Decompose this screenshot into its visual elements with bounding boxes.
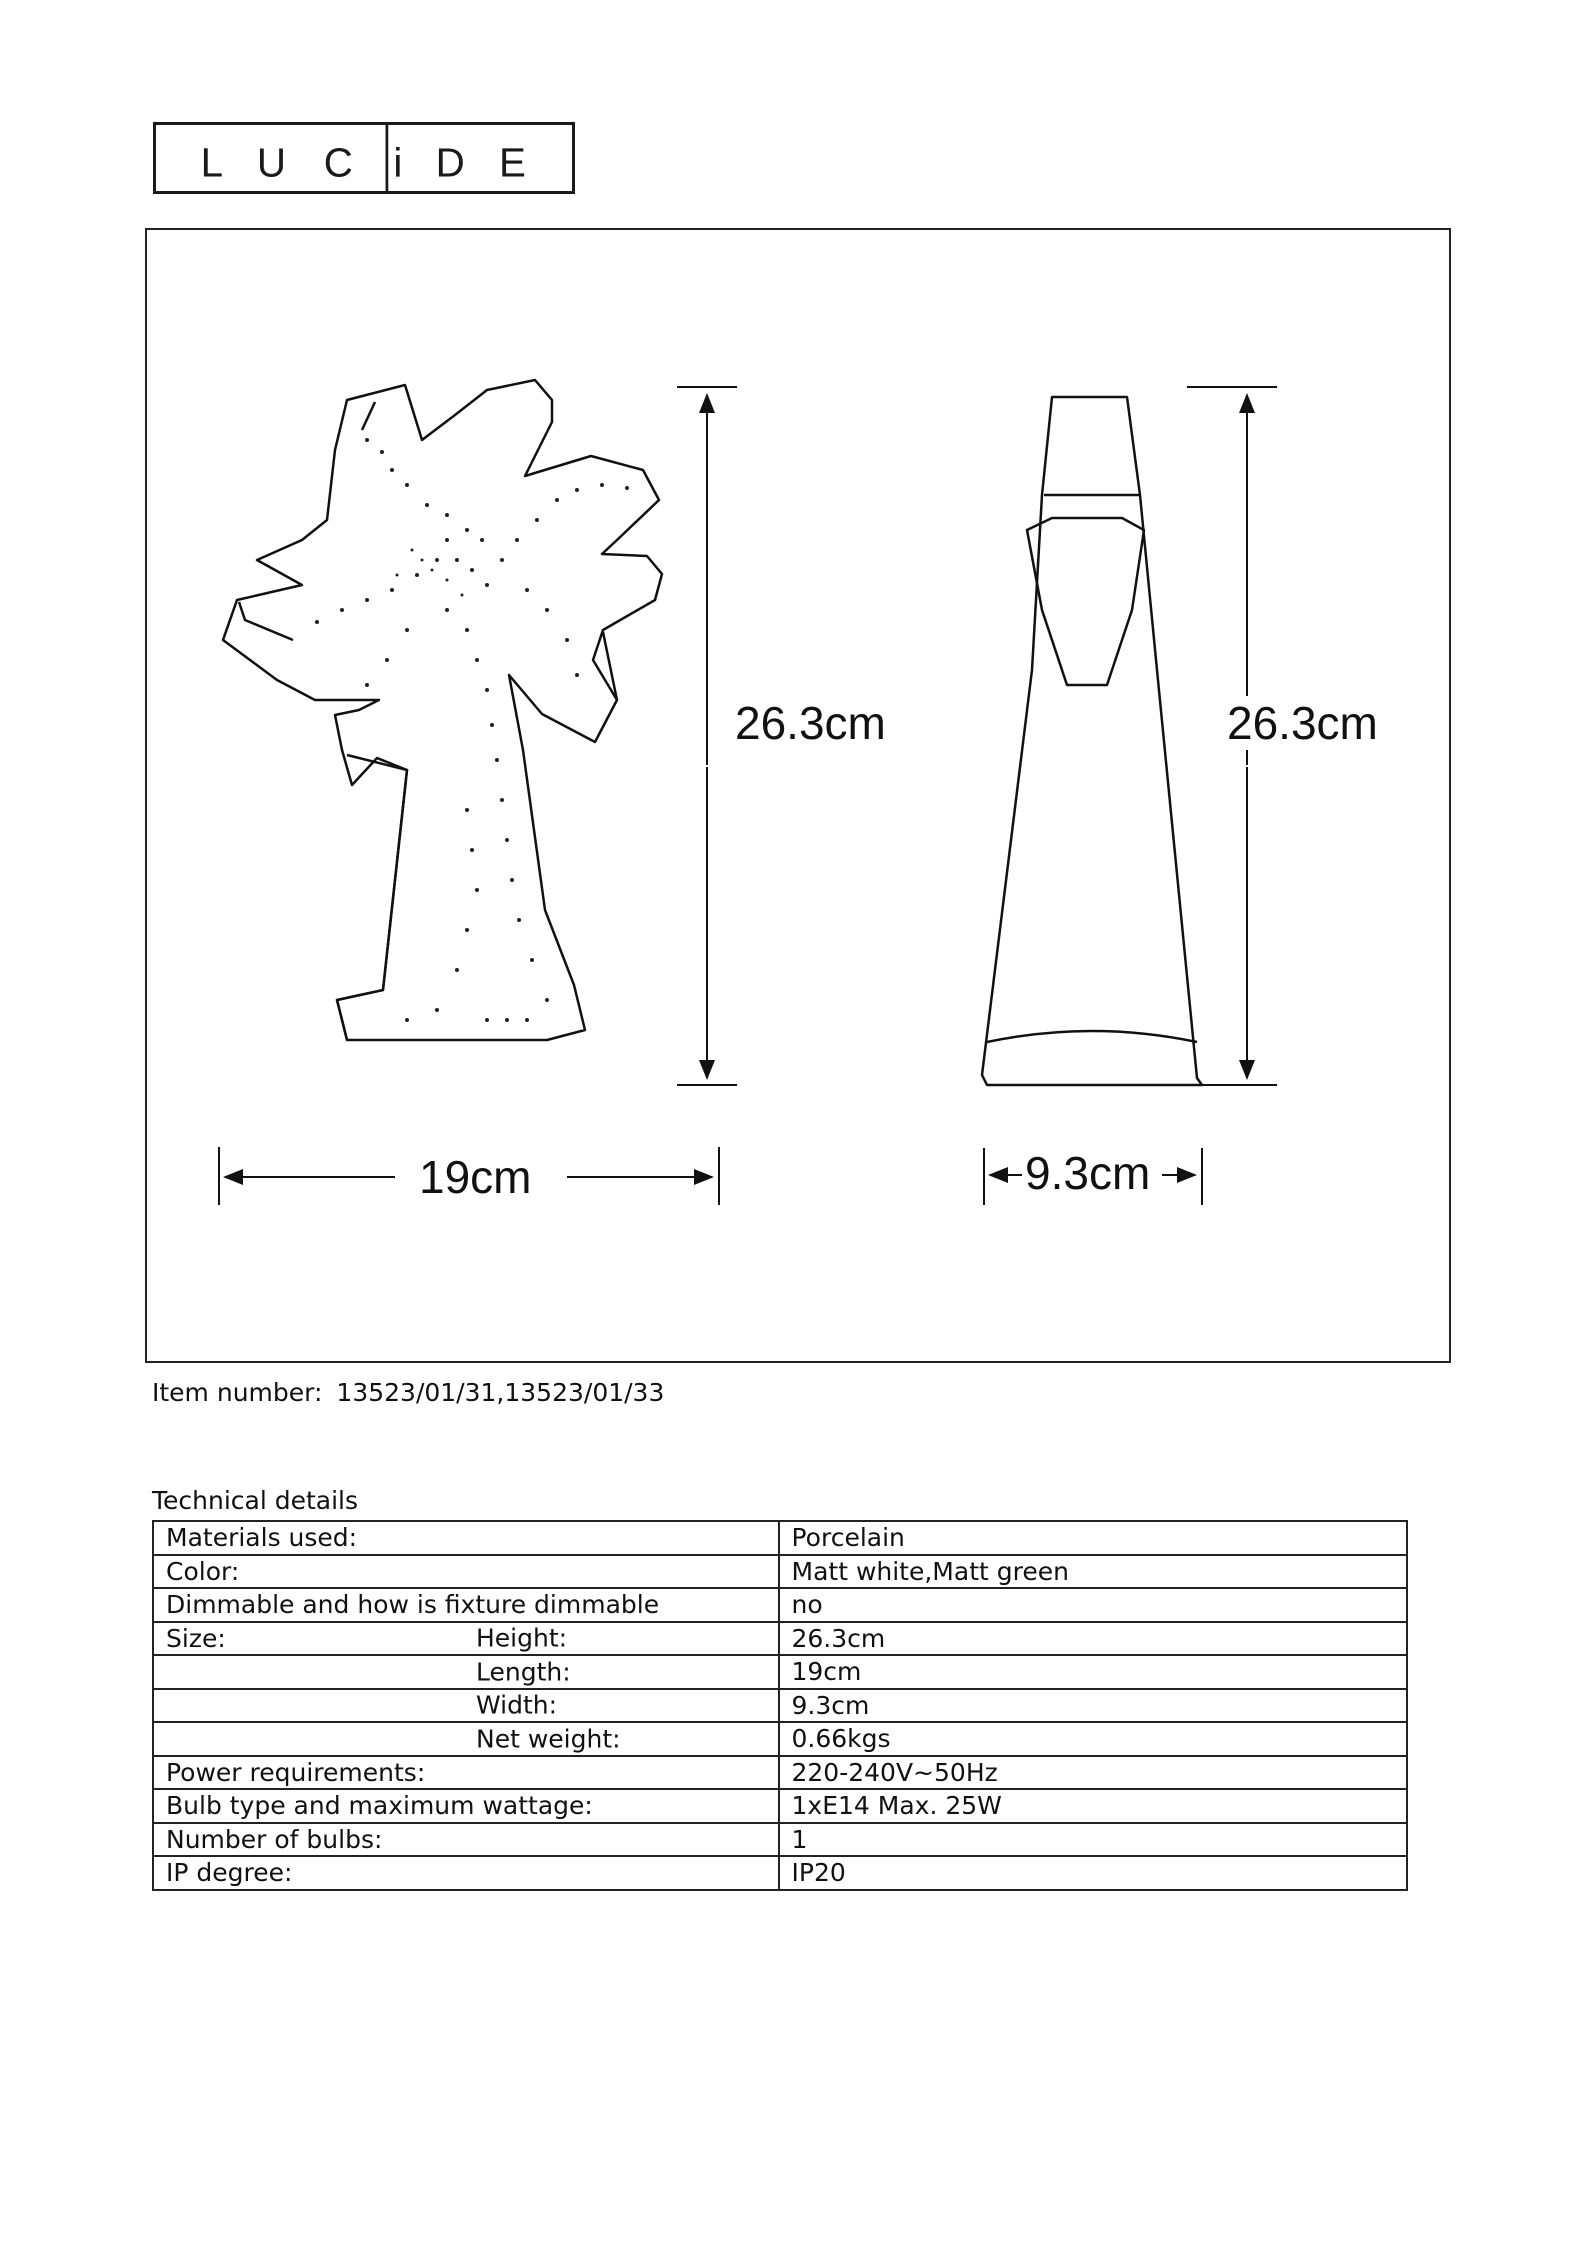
table-row bbox=[153, 1689, 1407, 1723]
spec-value: 26.3cm bbox=[779, 1622, 1408, 1656]
table-row bbox=[153, 1856, 1407, 1890]
spec-label-cell bbox=[153, 1722, 779, 1756]
front-height-label: 26.3cm bbox=[735, 697, 886, 749]
logo-letter-4: i bbox=[393, 139, 403, 186]
brand-logo bbox=[153, 122, 575, 194]
spec-label-cell bbox=[153, 1756, 779, 1790]
spec-sublabel: Length: bbox=[476, 1657, 571, 1687]
spec-label-cell bbox=[153, 1555, 779, 1589]
spec-sublabel: Net weight: bbox=[476, 1724, 621, 1754]
palm-tree-dot-pattern bbox=[315, 438, 629, 1022]
spec-value: 1xE14 Max. 25W bbox=[779, 1789, 1408, 1823]
spec-label-cell bbox=[153, 1655, 779, 1689]
technical-drawing bbox=[145, 228, 1451, 1363]
spec-label: Power requirements: bbox=[166, 1757, 426, 1787]
logo-letter-3: C bbox=[323, 139, 353, 186]
spec-value: IP20 bbox=[779, 1856, 1408, 1890]
table-row bbox=[153, 1588, 1407, 1622]
item-number-value: 13523/01/31,13523/01/33 bbox=[336, 1378, 665, 1407]
spec-value: 19cm bbox=[779, 1655, 1408, 1689]
palm-tree-front-view bbox=[223, 380, 662, 1040]
spec-label-cell bbox=[153, 1689, 779, 1723]
spec-value: Matt white,Matt green bbox=[779, 1555, 1408, 1589]
spec-label: Bulb type and maximum wattage: bbox=[166, 1791, 593, 1821]
spec-sublabel: Height: bbox=[476, 1623, 568, 1653]
spec-label: Number of bulbs: bbox=[166, 1824, 383, 1854]
table-row bbox=[153, 1655, 1407, 1689]
table-row bbox=[153, 1722, 1407, 1756]
spec-label-cell bbox=[153, 1622, 779, 1656]
side-height-label: 26.3cm bbox=[1227, 697, 1378, 749]
spec-value: 1 bbox=[779, 1823, 1408, 1857]
spec-label: IP degree: bbox=[166, 1858, 293, 1888]
front-width-label: 19cm bbox=[419, 1151, 532, 1203]
front-height-dimension bbox=[677, 387, 737, 1085]
spec-value: 220-240V~50Hz bbox=[779, 1756, 1408, 1790]
side-width-label: 9.3cm bbox=[1025, 1147, 1151, 1199]
technical-details-table bbox=[152, 1520, 1408, 1891]
spec-value: Porcelain bbox=[779, 1521, 1408, 1555]
logo-letter-1: L bbox=[200, 139, 224, 186]
side-view bbox=[982, 397, 1202, 1085]
table-row bbox=[153, 1521, 1407, 1555]
table-row bbox=[153, 1756, 1407, 1790]
spec-sublabel: Width: bbox=[476, 1690, 558, 1720]
table-row bbox=[153, 1555, 1407, 1589]
spec-label-cell bbox=[153, 1823, 779, 1857]
logo-letter-2: U bbox=[256, 139, 286, 186]
spec-label: Materials used: bbox=[166, 1523, 358, 1553]
spec-label-cell bbox=[153, 1588, 779, 1622]
spec-label: Dimmable and how is fixture dimmable bbox=[166, 1590, 660, 1620]
brand-logo-mark bbox=[156, 125, 572, 191]
spec-label-cell bbox=[153, 1789, 779, 1823]
spec-label: Size: bbox=[166, 1623, 226, 1653]
spec-label-cell bbox=[153, 1856, 779, 1890]
technical-details-title: Technical details bbox=[152, 1486, 359, 1515]
logo-letter-5: D bbox=[435, 139, 465, 186]
item-number-label: Item number: bbox=[152, 1378, 323, 1407]
logo-letter-6: E bbox=[499, 139, 526, 186]
spec-value: no bbox=[779, 1588, 1408, 1622]
drawing-canvas bbox=[147, 230, 1453, 1365]
spec-label: Color: bbox=[166, 1556, 240, 1586]
table-row bbox=[153, 1789, 1407, 1823]
table-row bbox=[153, 1823, 1407, 1857]
item-number bbox=[152, 1378, 678, 1407]
spec-label-cell bbox=[153, 1521, 779, 1555]
spec-value: 9.3cm bbox=[779, 1689, 1408, 1723]
table-row bbox=[153, 1622, 1407, 1656]
spec-value: 0.66kgs bbox=[779, 1722, 1408, 1756]
